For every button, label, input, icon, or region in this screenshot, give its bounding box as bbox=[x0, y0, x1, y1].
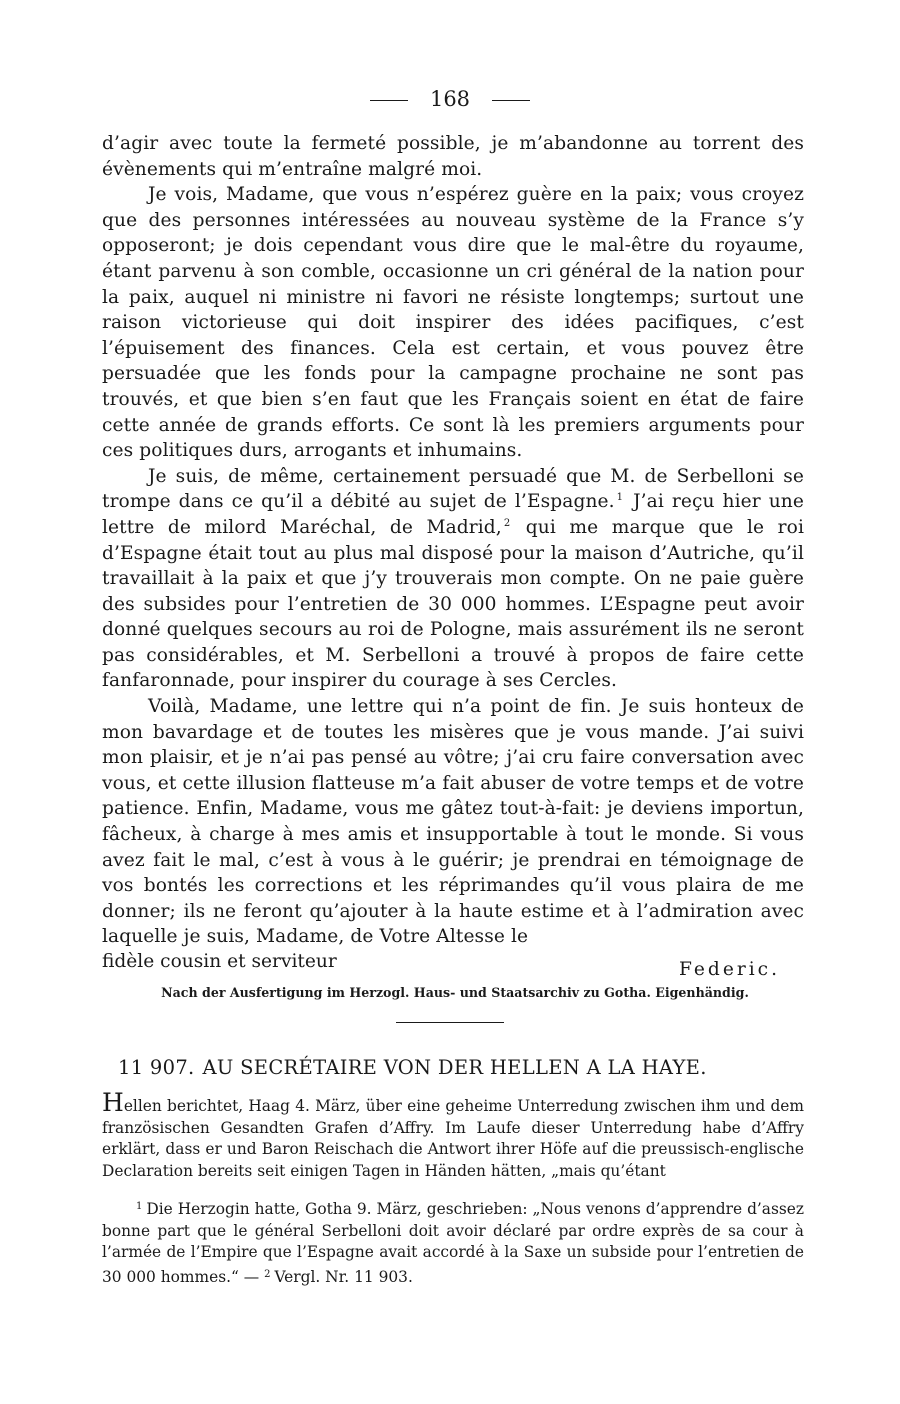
page-number-line bbox=[0, 86, 900, 112]
footnote-mark-1: 1 bbox=[136, 1201, 143, 1212]
letter-body bbox=[102, 131, 804, 950]
document-number: 11 907. bbox=[118, 1056, 195, 1079]
page-number-dash-right bbox=[492, 100, 530, 101]
paragraph-spain-part-b: J’ai reçu hier une lettre de milord Maréchal, de Madrid, bbox=[102, 491, 804, 538]
closing-formula: fidèle cousin et serviteur bbox=[102, 951, 337, 972]
document-heading bbox=[118, 1056, 798, 1080]
footnote-text-2: Vergl. Nr. 11 903. bbox=[274, 1267, 413, 1286]
summary-body: ellen berichtet, Haag 4. März, über eine geheime Unterredung zwischen ihm und dem französischen Gesandten Grafen d’Affry. Im Laufe dieser Unterredung habe d’Affry erklärt, dass er und Baron Reischach die Antwort ihrer Höfe auf die preussisch-englische Declaration bereits seit einigen Tagen in Händen hätten, „mais qu’étant bbox=[102, 1097, 804, 1180]
paragraph-spain-part-c: qui me marque que le roi d’Espagne était tout au plus mal disposé pour la maison d’Autriche, qu’il travaillait à la paix et que j’y trouverais mon compte. On ne paie guère des subsides pour l’entretien de 30 000 hommes. L’Espagne peut avoir donné quelques secours au roi de Pologne, mais assurément ils ne seront pas considérables, et M. Serbelloni a trouvé à propos de faire cette fanfaronnade, pour inspirer du courage à ses Cercles. bbox=[102, 516, 804, 692]
paragraph-spain-part-a: Je suis, de même, certainement persuadé que M. de Serbelloni se trompe dans ce qu’il a débité au sujet de l’Espagne. bbox=[102, 465, 804, 513]
source-note: Nach der Ausfertigung im Herzogl. Haus- und Staatsarchiv zu Gotha. Eigenhändig. bbox=[161, 985, 749, 1000]
page-number-dash-left bbox=[370, 100, 408, 101]
footnote-1 bbox=[102, 1196, 804, 1288]
section-separator bbox=[396, 1022, 504, 1023]
summary-initial: H bbox=[102, 1088, 124, 1117]
summary-text bbox=[102, 1088, 804, 1182]
paragraph-spain bbox=[102, 464, 804, 694]
footnotes bbox=[102, 1196, 804, 1288]
footnote-ref-2: 2 bbox=[503, 517, 511, 529]
footnote-ref-1: 1 bbox=[616, 492, 624, 504]
paragraph-continued: d’agir avec toute la fermeté possible, je m’abandonne au torrent des évènements qui m’entraîne malgré moi. bbox=[102, 133, 804, 180]
footnote-mark-2: 2 bbox=[264, 1268, 271, 1280]
footnote-text-1: Die Herzogin hatte, Gotha 9. März, geschrieben: „Nous venons d’apprendre d’assez bonne part que le général Serbelloni doit avoir déclaré par ordre exprès de sa cour à l’armée de l’Empire que l’Espagne avait accordé à la Saxe un subside pour l’entretien de 30 000 hommes.“ — bbox=[102, 1200, 804, 1286]
document-title: AU SECRÉTAIRE VON DER HELLEN A LA HAYE. bbox=[202, 1056, 707, 1079]
paragraph-peace: Je vois, Madame, que vous n’espérez guère en la paix; vous croyez que des personnes intéressées au nouveau système de la France s’y opposeront; je dois cependant vous dire que le mal-être du royaume, étant parvenu à son comble, occasionne un cri général de la nation pour la paix, auquel ni ministre ni favori ne résiste longtemps; surtout une raison victorieuse qui doit inspirer des idées pacifiques, c’est l’épuisement des finances. Cela est certain, et vous pouvez être persuadée que les fonds pour la campagne prochaine ne sont pas trouvés, et que bien s’en faut que les Français soient en état de faire cette année de grands efforts. Ce sont là les premiers arguments pour ces politiques durs, arrogants et inhumains. bbox=[102, 184, 804, 462]
page-number: 168 bbox=[429, 87, 471, 111]
paragraph-closing: Voilà, Madame, une lettre qui n’a point de fin. Je suis honteux de mon bavardage et de toutes les misères que je vous mande. J’ai suivi mon plaisir, et je n’ai pas pensé au vôtre; j’ai cru faire conversation avec vous, et cette illusion flatteuse m’a fait abuser de votre temps et de votre patience. Enfin, Madame, vous me gâtez tout-à-fait: je deviens importun, fâcheux, à charge à mes amis et insupportable à tout le monde. Si vous avez fait le mal, c’est à vous à le guérir; je prendrai en témoignage de vos bontés les corrections et les réprimandes qu’il vous plaira de me donner; ils ne feront qu’ajouter à la haute estime et à l’admiration avec laquelle je suis, Madame, de Votre Altesse le bbox=[102, 696, 804, 948]
signature: Federic. bbox=[679, 959, 780, 980]
